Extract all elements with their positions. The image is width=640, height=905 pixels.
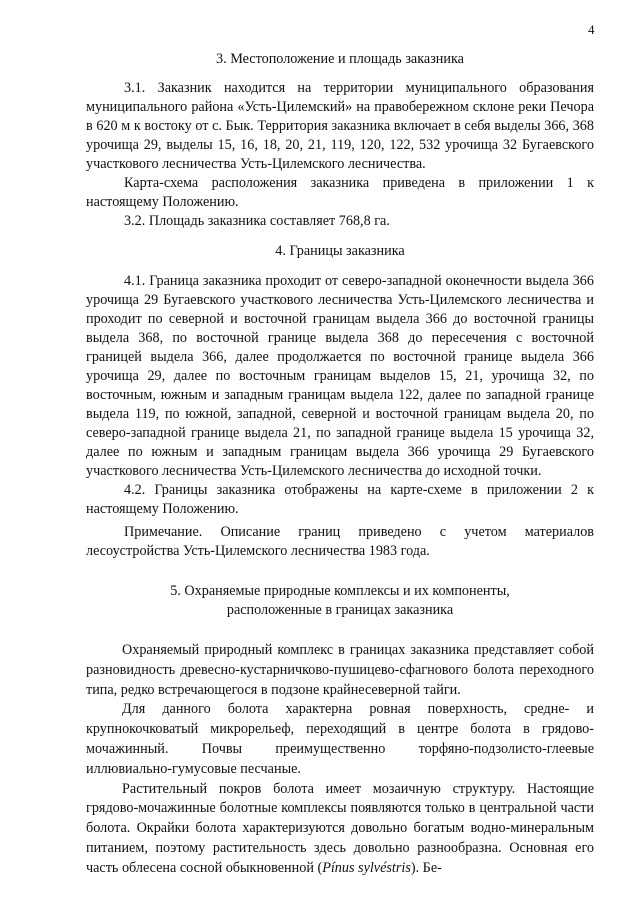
paragraph-5-1: Охраняемый природный комплекс в границах заказника представляет собой разновидность древесно-кустарничково-пушицево-сфагнового болота переходного типа, редко встречающегося в подзоне крайнесеверной тайги. [86, 642, 594, 698]
paragraph-5-3-end: ). Бе- [410, 859, 442, 876]
paragraph-5-3 [86, 780, 594, 879]
paragraph-4-1: 4.1. Граница заказника проходит от северо-западной оконечности выдела 366 урочища 29 Бугаевского участкового лесничества Усть-Цилемского лесничества и проходит по северной и восточной границам выдела 366 до восточной границы выдела 368, по восточной границе выдела 368 до пересечения с восточной границей выдела 366, далее продолжается по восточной границе выдела 366 урочища 29, далее по восточным границам выделов 15, 21, урочища 32, по восточным, южным и западным границам выдела 122, далее по западной границе выдела 119, по южной, западной, северной и восточной границам выдела 20, по северо-западной границе выдела 21, по западной границе выдела 15 урочища 32, далее по южным и западным границам выдела 366 урочища 29 Бугаевского участкового лесничества Усть-Цилемского лесничества до исходной точки. [86, 273, 594, 479]
section-5-heading [86, 582, 594, 620]
paragraph-3-2: 3.2. Площадь заказника составляет 768,8 га. [124, 213, 390, 229]
paragraph-4-2: 4.2. Границы заказника отображены на карте-схеме в приложении 2 к настоящему Положению. [86, 482, 594, 517]
paragraph-4-note: Примечание. Описание границ приведено с учетом материалов лесоустройства Усть-Цилемского лесничества 1983 года. [86, 524, 594, 559]
paragraph-5-3-text: Растительный покров болота имеет мозаичную структуру. Настоящие грядово-мочажинные болотные комплексы появляются только в центральной части болота. Окрайки болота характеризуются довольно богатым водно-минеральным питанием, поэтому растительность здесь довольно разнообразна. Основная его часть облесена сосной обыкновенной ( [86, 780, 594, 876]
document-body [86, 50, 594, 879]
latin-species-name: Pínus sylvéstris [322, 859, 411, 876]
paragraph-3-1: 3.1. Заказник находится на территории муниципального образования муниципального района «Усть-Цилемский» на правобережном склоне реки Печора в 620 м к востоку от с. Бык. Территория заказника включает в себя выделы 366, 368 урочища 29, выделы 15, 16, 18, 20, 21, 119, 120, 122, 532 урочища 32 Бугаевского участкового лесничества Усть-Цилемского лесничества. [86, 80, 594, 172]
section-5-heading-line-1: 5. Охраняемые природные комплексы и их компоненты, [170, 583, 510, 599]
page-number: 4 [588, 22, 595, 37]
section-5-heading-line-2: расположенные в границах заказника [226, 602, 454, 618]
section-5 [86, 582, 594, 879]
paragraph-3-map: Карта-схема расположения заказника приведена в приложении 1 к настоящему Положению. [86, 175, 594, 210]
paragraph-5-2: Для данного болота характерна ровная поверхность, средне- и крупнокочковатый микрорельеф, переходящий в центре болота в грядово-мочажинный. Почвы преимущественно торфяно-подзолисто-глеевые иллювиально-гумусовые песчаные. [86, 701, 594, 777]
section-4 [86, 242, 594, 561]
section-4-heading: 4. Границы заказника [275, 243, 405, 259]
section-3-heading: 3. Местоположение и площадь заказника [216, 51, 464, 67]
section-3 [86, 50, 594, 231]
